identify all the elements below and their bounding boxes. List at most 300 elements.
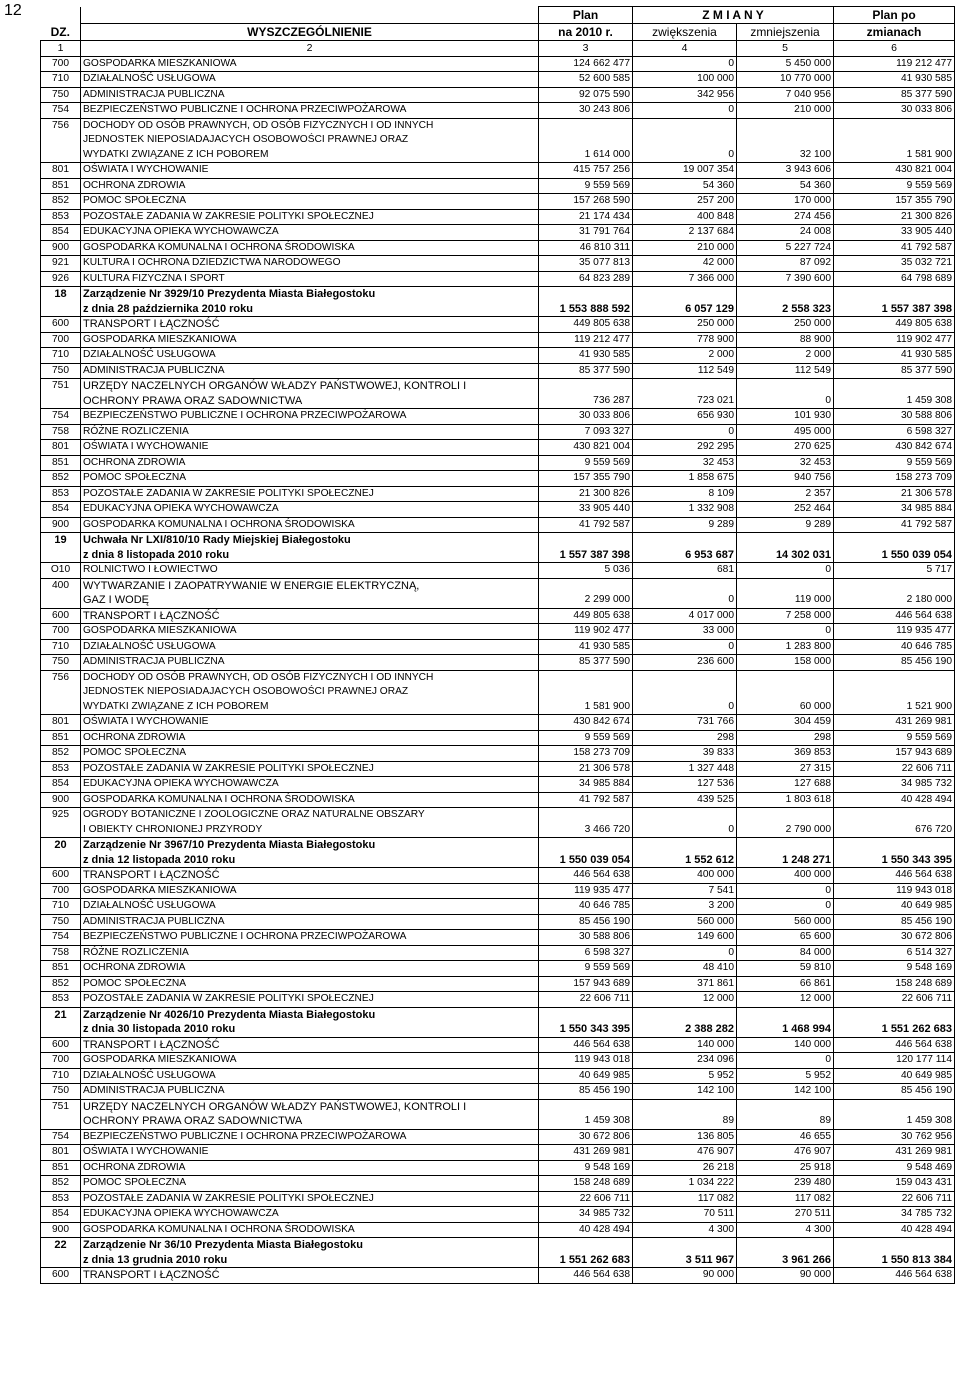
table-row (41, 517, 955, 533)
zm-value: 54 360 (737, 178, 834, 194)
plan-empty (539, 808, 633, 823)
zw-value: 298 (633, 730, 737, 746)
po-value: 34 785 732 (834, 1207, 955, 1223)
description-cell: DOCHODY OD OSÓB PRAWNYCH, OD OSÓB FIZYCZNYCH I OD INNYCH (81, 670, 539, 685)
description-cell: URZĘDY NACZELNYCH ORGANÓW WŁADZY PAŃSTWOWEJ, KONTROLI I (81, 1099, 539, 1114)
po-value: 40 428 494 (834, 1222, 955, 1238)
zm-value: 140 000 (737, 1037, 834, 1053)
zw-value: 0 (633, 148, 737, 163)
description-cell: OŚWIATA I WYCHOWANIE (81, 715, 539, 731)
description-cell: GOSPODARKA MIESZKANIOWA (81, 883, 539, 899)
plan-value: 41 792 587 (539, 792, 633, 808)
po-value: 41 792 587 (834, 240, 955, 256)
zm-value: 1 283 800 (737, 639, 834, 655)
zm-empty (737, 379, 834, 394)
description-cell: DZIAŁALNOŚĆ USŁUGOWA (81, 639, 539, 655)
zm-empty (737, 670, 834, 685)
section-row (41, 548, 955, 563)
zw-value: 9 289 (633, 517, 737, 533)
plan-value: 34 985 884 (539, 777, 633, 793)
dz-cell: 854 (41, 225, 81, 241)
zm-value: 239 480 (737, 1176, 834, 1192)
section-row (41, 533, 955, 548)
table-row (41, 578, 955, 593)
table-row (41, 899, 955, 915)
dz-cell: 851 (41, 178, 81, 194)
plan-value: 46 810 311 (539, 240, 633, 256)
zm-empty (737, 118, 834, 133)
dz-cell: 710 (41, 1068, 81, 1084)
zm-value: 495 000 (737, 424, 834, 440)
column-number: 5 (737, 41, 834, 57)
zw-empty (633, 1007, 737, 1022)
table-row (41, 808, 955, 823)
po-empty (834, 578, 955, 593)
po-value: 159 043 431 (834, 1176, 955, 1192)
plan-value: 158 273 709 (539, 746, 633, 762)
dz-cell: 853 (41, 209, 81, 225)
plan-value: 35 077 813 (539, 256, 633, 272)
description-cell: DZIAŁALNOŚĆ USŁUGOWA (81, 348, 539, 364)
zm-value: 66 861 (737, 976, 834, 992)
zm-value: 1 248 271 (737, 853, 834, 868)
dz-cell: 854 (41, 502, 81, 518)
plan-value: 157 355 790 (539, 471, 633, 487)
zw-empty (633, 685, 737, 700)
dz-cell: 851 (41, 1160, 81, 1176)
dz-cell: 852 (41, 746, 81, 762)
zw-value: 136 805 (633, 1129, 737, 1145)
table-row (41, 1129, 955, 1145)
po-value: 40 649 985 (834, 1068, 955, 1084)
po-value: 21 306 578 (834, 486, 955, 502)
zm-value: 5 952 (737, 1068, 834, 1084)
zm-value: 32 100 (737, 148, 834, 163)
plan-value: 22 606 711 (539, 1191, 633, 1207)
plan-value: 1 614 000 (539, 148, 633, 163)
plan-value: 34 985 732 (539, 1207, 633, 1223)
description-cell: WYDATKI ZWIĄZANE Z ICH POBOREM (81, 700, 539, 715)
description-cell: OCHRONA ZDROWIA (81, 1160, 539, 1176)
plan-empty (539, 1238, 633, 1253)
description-cell: z dnia 28 października 2010 roku (81, 302, 539, 317)
dz-cell: 900 (41, 517, 81, 533)
plan-value: 41 930 585 (539, 348, 633, 364)
zm-value: 274 456 (737, 209, 834, 225)
table-row (41, 240, 955, 256)
description-cell: POMOC SPOŁECZNA (81, 746, 539, 762)
description-cell: WYTWARZANIE I ZAOPATRYWANIE W ENERGIE ELEKTRYCZNĄ, (81, 578, 539, 593)
zm-value: 0 (737, 883, 834, 899)
plan-value: 85 377 590 (539, 655, 633, 671)
table-row (41, 792, 955, 808)
description-cell: EDUKACYJNA OPIEKA WYCHOWAWCZA (81, 502, 539, 518)
zm-value: 59 810 (737, 961, 834, 977)
zw-value: 90 000 (633, 1268, 737, 1284)
zm-value: 89 (737, 1114, 834, 1129)
po-empty (834, 133, 955, 148)
plan-value: 446 564 638 (539, 1037, 633, 1053)
dz-cell: 758 (41, 424, 81, 440)
plan-value: 30 033 806 (539, 409, 633, 425)
zm-value: 32 453 (737, 455, 834, 471)
zm-value: 250 000 (737, 317, 834, 333)
table-row (41, 823, 955, 838)
dz-cell: 853 (41, 761, 81, 777)
zm-value: 24 008 (737, 225, 834, 241)
po-empty (834, 1099, 955, 1114)
zm-value: 0 (737, 1053, 834, 1069)
section-row (41, 1022, 955, 1037)
zm-value: 90 000 (737, 1268, 834, 1284)
plan-value: 22 606 711 (539, 992, 633, 1008)
plan-value: 446 564 638 (539, 868, 633, 884)
zm-value: 88 900 (737, 332, 834, 348)
description-cell: ADMINISTRACJA PUBLICZNA (81, 87, 539, 103)
plan-value: 41 930 585 (539, 639, 633, 655)
po-value: 446 564 638 (834, 1268, 955, 1284)
table-row (41, 471, 955, 487)
header-wyszczegolnienie: WYSZCZEGÓLNIENIE (81, 24, 539, 41)
plan-value: 92 075 590 (539, 87, 633, 103)
plan-value: 85 456 190 (539, 914, 633, 930)
table-row (41, 225, 955, 241)
description-cell: EDUKACYJNA OPIEKA WYCHOWAWCZA (81, 1207, 539, 1223)
description-cell: GOSPODARKA KOMUNALNA I OCHRONA ŚRODOWISKA (81, 792, 539, 808)
description-cell: I OBIEKTY CHRONIONEJ PRZYRODY (81, 823, 539, 838)
plan-empty (539, 578, 633, 593)
plan-value: 1 550 343 395 (539, 1022, 633, 1037)
po-value: 9 559 569 (834, 455, 955, 471)
po-value: 157 355 790 (834, 194, 955, 210)
dz-cell: 900 (41, 240, 81, 256)
plan-empty (539, 379, 633, 394)
dz-cell: 754 (41, 103, 81, 119)
description-cell: BEZPIECZEŃSTWO PUBLICZNE I OCHRONA PRZECIWPOŻAROWA (81, 409, 539, 425)
description-cell: POZOSTAŁE ZADANIA W ZAKRESIE POLITYKI SPOŁECZNEJ (81, 486, 539, 502)
zm-value: 9 289 (737, 517, 834, 533)
zm-value: 119 000 (737, 593, 834, 608)
po-value: 446 564 638 (834, 608, 955, 624)
plan-value: 52 600 585 (539, 72, 633, 88)
zw-empty (633, 578, 737, 593)
zm-value: 0 (737, 899, 834, 915)
po-value: 2 180 000 (834, 593, 955, 608)
zm-value: 127 688 (737, 777, 834, 793)
po-value: 446 564 638 (834, 868, 955, 884)
zm-value: 3 961 266 (737, 1253, 834, 1268)
zm-value: 369 853 (737, 746, 834, 762)
zm-value: 304 459 (737, 715, 834, 731)
plan-empty (539, 685, 633, 700)
zw-value: 1 858 675 (633, 471, 737, 487)
zw-value: 0 (633, 424, 737, 440)
dz-cell: 900 (41, 1222, 81, 1238)
table-row (41, 1099, 955, 1114)
zm-value: 87 092 (737, 256, 834, 272)
table-row (41, 883, 955, 899)
table-row (41, 914, 955, 930)
table-row (41, 87, 955, 103)
description-cell: OCHRONA ZDROWIA (81, 961, 539, 977)
table-row (41, 715, 955, 731)
table-row (41, 394, 955, 409)
dz-cell: 925 (41, 808, 81, 838)
header-zwiekszenia: zwiększenia (633, 24, 737, 41)
table-row (41, 961, 955, 977)
dz-cell: 20 (41, 838, 81, 868)
table-row (41, 148, 955, 163)
zw-empty (633, 808, 737, 823)
zw-value: 439 525 (633, 792, 737, 808)
dz-cell: 750 (41, 87, 81, 103)
po-value: 1 550 039 054 (834, 548, 955, 563)
description-cell: POMOC SPOŁECZNA (81, 1176, 539, 1192)
po-value: 431 269 981 (834, 1145, 955, 1161)
po-value: 676 720 (834, 823, 955, 838)
table-row (41, 363, 955, 379)
po-value: 41 930 585 (834, 348, 955, 364)
table-row (41, 317, 955, 333)
description-cell: OGRODY BOTANICZNE I ZOOLOGICZNE ORAZ NATURALNE OBSZARY (81, 808, 539, 823)
dz-cell: 700 (41, 56, 81, 72)
po-empty (834, 685, 955, 700)
plan-value: 157 268 590 (539, 194, 633, 210)
zm-value: 476 907 (737, 1145, 834, 1161)
section-row (41, 302, 955, 317)
po-value: 41 930 585 (834, 72, 955, 88)
zm-value: 5 450 000 (737, 56, 834, 72)
table-row (41, 1160, 955, 1176)
plan-value: 30 672 806 (539, 1129, 633, 1145)
zw-value: 127 536 (633, 777, 737, 793)
dz-cell: 710 (41, 348, 81, 364)
zm-empty (737, 808, 834, 823)
table-row (41, 685, 955, 700)
description-cell: EDUKACYJNA OPIEKA WYCHOWAWCZA (81, 225, 539, 241)
description-cell: GOSPODARKA KOMUNALNA I OCHRONA ŚRODOWISKA (81, 1222, 539, 1238)
zm-empty (737, 838, 834, 853)
description-cell: z dnia 12 listopada 2010 roku (81, 853, 539, 868)
zw-empty (633, 133, 737, 148)
plan-empty (539, 838, 633, 853)
plan-value: 736 287 (539, 394, 633, 409)
zm-value: 170 000 (737, 194, 834, 210)
plan-value: 1 557 387 398 (539, 548, 633, 563)
description-cell: RÓŻNE ROZLICZENIA (81, 424, 539, 440)
zw-empty (633, 118, 737, 133)
column-number: 4 (633, 41, 737, 57)
description-cell: BEZPIECZEŃSTWO PUBLICZNE I OCHRONA PRZECIWPOŻAROWA (81, 1129, 539, 1145)
description-cell: TRANSPORT I ŁĄCZNOŚĆ (81, 1268, 539, 1284)
table-row (41, 700, 955, 715)
dz-cell: 852 (41, 1176, 81, 1192)
table-row (41, 194, 955, 210)
table-row (41, 1068, 955, 1084)
zm-value: 3 943 606 (737, 163, 834, 179)
table-row (41, 655, 955, 671)
description-cell: Zarządzenie Nr 3967/10 Prezydenta Miasta Białegostoku (81, 838, 539, 853)
po-value: 1 550 813 384 (834, 1253, 955, 1268)
zw-value: 0 (633, 593, 737, 608)
plan-value: 1 459 308 (539, 1114, 633, 1129)
description-cell: POZOSTAŁE ZADANIA W ZAKRESIE POLITYKI SPOŁECZNEJ (81, 992, 539, 1008)
zm-value: 940 756 (737, 471, 834, 487)
table-row (41, 424, 955, 440)
dz-cell: 600 (41, 1268, 81, 1284)
dz-cell: 926 (41, 271, 81, 287)
zw-value: 2 137 684 (633, 225, 737, 241)
po-value: 9 548 169 (834, 961, 955, 977)
zm-empty (737, 685, 834, 700)
zm-empty (737, 133, 834, 148)
plan-value: 9 559 569 (539, 961, 633, 977)
plan-value: 85 456 190 (539, 1084, 633, 1100)
description-cell: KULTURA FIZYCZNA I SPORT (81, 271, 539, 287)
zw-empty (633, 379, 737, 394)
table-row (41, 1084, 955, 1100)
plan-value: 6 598 327 (539, 945, 633, 961)
table-row (41, 1053, 955, 1069)
po-value: 40 649 985 (834, 899, 955, 915)
table-row (41, 440, 955, 456)
zw-empty (633, 670, 737, 685)
dz-cell: 600 (41, 868, 81, 884)
description-cell: EDUKACYJNA OPIEKA WYCHOWAWCZA (81, 777, 539, 793)
zm-value: 560 000 (737, 914, 834, 930)
plan-value: 119 935 477 (539, 883, 633, 899)
po-value: 22 606 711 (834, 1191, 955, 1207)
zw-value: 476 907 (633, 1145, 737, 1161)
plan-value: 430 842 674 (539, 715, 633, 731)
table-row (41, 593, 955, 608)
description-cell: RÓŻNE ROZLICZENIA (81, 945, 539, 961)
zm-value: 7 258 000 (737, 608, 834, 624)
zm-value: 1 803 618 (737, 792, 834, 808)
po-empty (834, 533, 955, 548)
plan-empty (539, 670, 633, 685)
po-empty (834, 1238, 955, 1253)
po-value: 119 212 477 (834, 56, 955, 72)
po-value: 119 935 477 (834, 624, 955, 640)
plan-value: 5 036 (539, 563, 633, 579)
description-cell: z dnia 13 grudnia 2010 roku (81, 1253, 539, 1268)
zm-value: 270 511 (737, 1207, 834, 1223)
dz-cell: 400 (41, 578, 81, 608)
table-row (41, 486, 955, 502)
table-row (41, 56, 955, 72)
table-row (41, 178, 955, 194)
po-empty (834, 808, 955, 823)
description-cell: Zarządzenie Nr 36/10 Prezydenta Miasta Białegostoku (81, 1238, 539, 1253)
po-value: 85 377 590 (834, 87, 955, 103)
table-row (41, 639, 955, 655)
po-value: 34 985 732 (834, 777, 955, 793)
plan-value: 1 581 900 (539, 700, 633, 715)
dz-cell: 751 (41, 379, 81, 409)
zw-value: 149 600 (633, 930, 737, 946)
zw-value: 731 766 (633, 715, 737, 731)
zm-value: 270 625 (737, 440, 834, 456)
zm-value: 2 357 (737, 486, 834, 502)
section-row (41, 838, 955, 853)
dz-cell: 853 (41, 1191, 81, 1207)
plan-value: 124 662 477 (539, 56, 633, 72)
description-cell: OCHRONA ZDROWIA (81, 730, 539, 746)
zw-value: 2 000 (633, 348, 737, 364)
zw-value: 117 082 (633, 1191, 737, 1207)
zm-value: 2 558 323 (737, 302, 834, 317)
po-value: 33 905 440 (834, 225, 955, 241)
zw-value: 140 000 (633, 1037, 737, 1053)
dz-cell: 758 (41, 945, 81, 961)
column-number: 1 (41, 41, 81, 57)
plan-value: 157 943 689 (539, 976, 633, 992)
section-row (41, 287, 955, 302)
header-plan-po: Plan po (834, 7, 955, 24)
zw-value: 6 057 129 (633, 302, 737, 317)
table-row (41, 209, 955, 225)
po-value: 119 943 018 (834, 883, 955, 899)
table-row (41, 271, 955, 287)
description-cell: GOSPODARKA MIESZKANIOWA (81, 332, 539, 348)
zw-value: 2 388 282 (633, 1022, 737, 1037)
zw-value: 0 (633, 56, 737, 72)
zw-empty (633, 1238, 737, 1253)
zw-value: 100 000 (633, 72, 737, 88)
description-cell: JEDNOSTEK NIEPOSIADAJACYCH OSOBOWOŚCI PRAWNEJ ORAZ (81, 133, 539, 148)
zw-value: 8 109 (633, 486, 737, 502)
description-cell: POMOC SPOŁECZNA (81, 471, 539, 487)
table-row (41, 608, 955, 624)
plan-value: 415 757 256 (539, 163, 633, 179)
plan-value: 33 905 440 (539, 502, 633, 518)
header-zmianach: zmianach (834, 24, 955, 41)
dz-cell: 21 (41, 1007, 81, 1037)
plan-value: 9 559 569 (539, 730, 633, 746)
po-value: 40 428 494 (834, 792, 955, 808)
po-value: 9 559 569 (834, 730, 955, 746)
dz-cell: 801 (41, 440, 81, 456)
plan-value: 158 248 689 (539, 1176, 633, 1192)
po-value: 158 273 709 (834, 471, 955, 487)
zw-value: 560 000 (633, 914, 737, 930)
description-cell: OŚWIATA I WYCHOWANIE (81, 163, 539, 179)
zw-value: 292 295 (633, 440, 737, 456)
table-row (41, 1176, 955, 1192)
description-cell: DZIAŁALNOŚĆ USŁUGOWA (81, 72, 539, 88)
zw-value: 4 300 (633, 1222, 737, 1238)
plan-value: 3 466 720 (539, 823, 633, 838)
description-cell: DZIAŁALNOŚĆ USŁUGOWA (81, 1068, 539, 1084)
dz-cell: 22 (41, 1238, 81, 1268)
table-row (41, 930, 955, 946)
po-value: 5 717 (834, 563, 955, 579)
table-row (41, 761, 955, 777)
dz-cell: 750 (41, 655, 81, 671)
description-cell: ROLNICTWO I ŁOWIECTWO (81, 563, 539, 579)
section-row (41, 853, 955, 868)
description-cell: ADMINISTRACJA PUBLICZNA (81, 914, 539, 930)
description-cell: POZOSTAŁE ZADANIA W ZAKRESIE POLITYKI SPOŁECZNEJ (81, 761, 539, 777)
plan-value: 40 428 494 (539, 1222, 633, 1238)
description-cell: OCHRONA ZDROWIA (81, 178, 539, 194)
zm-value: 1 468 994 (737, 1022, 834, 1037)
po-value: 430 821 004 (834, 163, 955, 179)
plan-value: 431 269 981 (539, 1145, 633, 1161)
table-row (41, 1145, 955, 1161)
description-cell: GAZ I WODĘ (81, 593, 539, 608)
